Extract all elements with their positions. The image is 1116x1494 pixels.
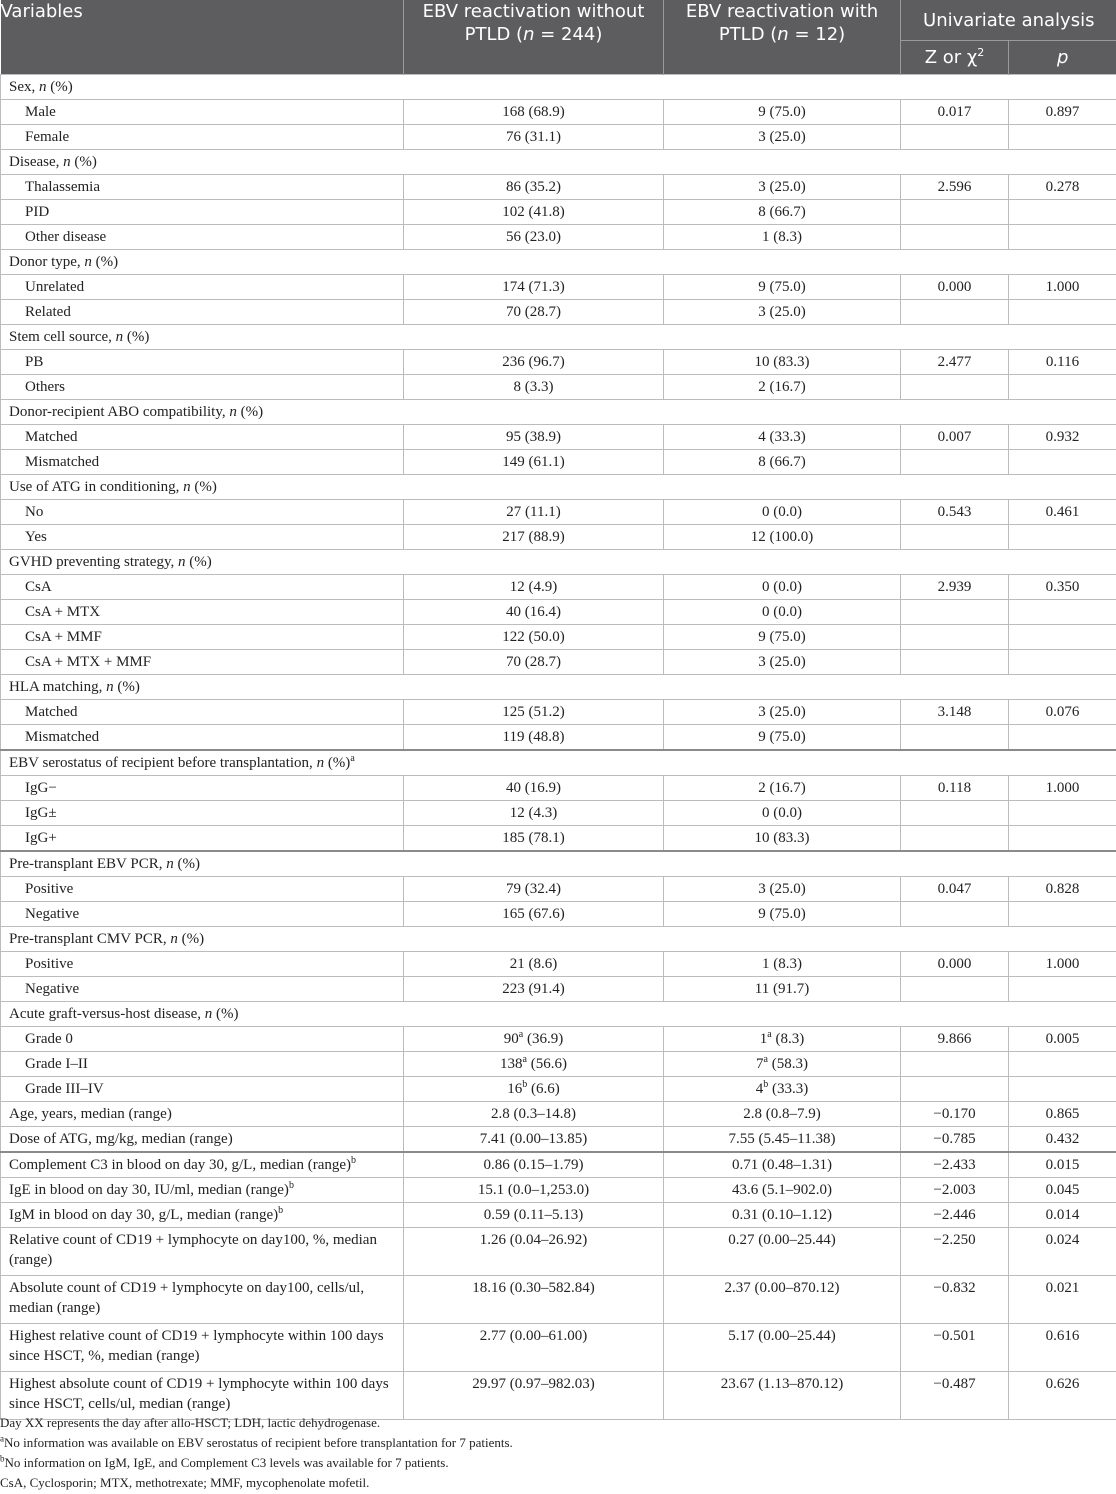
cell-p: 0.828 (1009, 877, 1116, 902)
cell-with: 3 (25.0) (664, 300, 901, 325)
row-label: IgM in blood on day 30, g/L, median (range)$^b$ (1, 1203, 404, 1228)
cell-without: 125 (51.2) (404, 700, 664, 725)
row-label: IgE in blood on day 30, IU/ml, median (range)$^b$ (1, 1178, 404, 1203)
cell-with: 4$^b$ (33.3) (664, 1077, 901, 1102)
cell-with: 5.17 (0.00–25.44) (664, 1324, 901, 1372)
cell-p: 0.015 (1009, 1152, 1116, 1178)
row-label: Grade III–IV (1, 1077, 404, 1102)
cell-without: 40 (16.9) (404, 776, 664, 801)
cell-p: 0.076 (1009, 700, 1116, 725)
cell-p: 0.626 (1009, 1372, 1116, 1420)
cell-with: 12 (100.0) (664, 525, 901, 550)
footnote-abbreviations: CsA, Cyclosporin; MTX, methotrexate; MMF, mycophenolate mofetil. (0, 1475, 370, 1490)
section-row (1, 150, 1116, 175)
cell-without: 119 (48.8) (404, 725, 664, 751)
cell-with: 0 (0.0) (664, 801, 901, 826)
table-row (1, 902, 1116, 927)
row-label: Mismatched (1, 725, 404, 751)
cell-with: 4 (33.3) (664, 425, 901, 450)
cell-without: 236 (96.7) (404, 350, 664, 375)
cell-z (901, 650, 1009, 675)
section-row (1, 325, 1116, 350)
cell-z (901, 375, 1009, 400)
section-row (1, 750, 1116, 776)
table-header (1, 0, 1116, 75)
cell-p: 1.000 (1009, 275, 1116, 300)
cell-without: 0.59 (0.11–5.13) (404, 1203, 664, 1228)
table-row (1, 826, 1116, 852)
cell-p (1009, 625, 1116, 650)
cell-without: 79 (32.4) (404, 877, 664, 902)
header-p: p (1009, 41, 1116, 75)
cell-p: 0.932 (1009, 425, 1116, 450)
cell-with: 1 (8.3) (664, 952, 901, 977)
cell-z: 9.866 (901, 1027, 1009, 1052)
footnote-b: $^b$No information on IgM, IgE, and Complement C3 levels was available for 7 patients. (0, 1453, 449, 1470)
cell-without: 149 (61.1) (404, 450, 664, 475)
cell-z: 0.007 (901, 425, 1009, 450)
section-row (1, 475, 1116, 500)
cell-z: 0.000 (901, 952, 1009, 977)
row-label: IgG+ (1, 826, 404, 852)
row-label: Complement C3 in blood on day 30, g/L, median (range)$^b$ (1, 1152, 404, 1178)
cell-without: 95 (38.9) (404, 425, 664, 450)
cell-with: 2.37 (0.00–870.12) (664, 1276, 901, 1324)
section-stem-cell: Stem cell source, n (%) (1, 325, 1116, 350)
cell-z (901, 826, 1009, 852)
cell-with: 1$^a$ (8.3) (664, 1027, 901, 1052)
cell-p: 0.350 (1009, 575, 1116, 600)
cell-p (1009, 1052, 1116, 1077)
row-label: No (1, 500, 404, 525)
row-label: Relative count of CD19 + lymphocyte on day100, %, median (range) (1, 1228, 404, 1276)
cell-z: 2.596 (901, 175, 1009, 200)
table-row (1, 425, 1116, 450)
row-label: Other disease (1, 225, 404, 250)
cell-p: 0.045 (1009, 1178, 1116, 1203)
cell-without: 86 (35.2) (404, 175, 664, 200)
header-variables: Variables (1, 0, 404, 75)
row-label: CsA (1, 575, 404, 600)
cell-z: −2.433 (901, 1152, 1009, 1178)
row-label: CsA + MMF (1, 625, 404, 650)
cell-z: 0.543 (901, 500, 1009, 525)
cell-p: 0.432 (1009, 1127, 1116, 1153)
cell-p (1009, 450, 1116, 475)
table-row (1, 600, 1116, 625)
cell-without: 122 (50.0) (404, 625, 664, 650)
cell-p (1009, 725, 1116, 751)
cell-with: 3 (25.0) (664, 877, 901, 902)
table-row (1, 225, 1116, 250)
cell-p (1009, 902, 1116, 927)
table-row (1, 1102, 1116, 1127)
cell-with: 0 (0.0) (664, 500, 901, 525)
cell-with: 8 (66.7) (664, 450, 901, 475)
cell-without: 223 (91.4) (404, 977, 664, 1002)
cell-p (1009, 200, 1116, 225)
cell-z: −2.250 (901, 1228, 1009, 1276)
row-label: Negative (1, 902, 404, 927)
cell-without: 90$^a$ (36.9) (404, 1027, 664, 1052)
row-label: Negative (1, 977, 404, 1002)
cell-p (1009, 650, 1116, 675)
cell-without: 16$^b$ (6.6) (404, 1077, 664, 1102)
cell-without: 2.8 (0.3–14.8) (404, 1102, 664, 1127)
cell-with: 43.6 (5.1–902.0) (664, 1178, 901, 1203)
section-atg: Use of ATG in conditioning, n (%) (1, 475, 1116, 500)
cell-p: 0.278 (1009, 175, 1116, 200)
cell-p (1009, 300, 1116, 325)
section-ebv-serostatus: EBV serostatus of recipient before transplantation, n (%)$^a$ (1, 750, 1116, 776)
cell-z: −0.170 (901, 1102, 1009, 1127)
cell-z (901, 225, 1009, 250)
row-label: Female (1, 125, 404, 150)
cell-p: 0.024 (1009, 1228, 1116, 1276)
cell-without: 174 (71.3) (404, 275, 664, 300)
cell-without: 168 (68.9) (404, 100, 664, 125)
cell-with: 7$^a$ (58.3) (664, 1052, 901, 1077)
row-label: Related (1, 300, 404, 325)
cell-without: 76 (31.1) (404, 125, 664, 150)
table-row (1, 200, 1116, 225)
cell-z (901, 125, 1009, 150)
table-row (1, 1228, 1116, 1276)
cell-with: 9 (75.0) (664, 625, 901, 650)
table-row (1, 525, 1116, 550)
cell-z (901, 200, 1009, 225)
cell-with: 7.55 (5.45–11.38) (664, 1127, 901, 1153)
cell-without: 21 (8.6) (404, 952, 664, 977)
table-row (1, 100, 1116, 125)
cell-z (901, 902, 1009, 927)
cell-with: 2 (16.7) (664, 776, 901, 801)
table-row (1, 1276, 1116, 1324)
row-label: Matched (1, 700, 404, 725)
cell-p (1009, 801, 1116, 826)
row-label: IgG− (1, 776, 404, 801)
cell-p (1009, 375, 1116, 400)
row-label: Others (1, 375, 404, 400)
cell-without: 185 (78.1) (404, 826, 664, 852)
cell-z: 2.939 (901, 575, 1009, 600)
row-label: CsA + MTX (1, 600, 404, 625)
cell-without: 12 (4.9) (404, 575, 664, 600)
section-ebv-pcr: Pre-transplant EBV PCR, n (%) (1, 851, 1116, 877)
table-row (1, 1178, 1116, 1203)
cell-with: 10 (83.3) (664, 350, 901, 375)
table-row (1, 877, 1116, 902)
row-label: Highest absolute count of CD19 + lymphocyte within 100 days since HSCT, cells/ul, median (range) (1, 1372, 404, 1420)
cell-z (901, 300, 1009, 325)
table-row (1, 275, 1116, 300)
table-row (1, 1052, 1116, 1077)
table-row (1, 952, 1116, 977)
cell-with: 3 (25.0) (664, 650, 901, 675)
section-row (1, 550, 1116, 575)
section-row (1, 927, 1116, 952)
cell-with: 3 (25.0) (664, 125, 901, 150)
cell-with: 10 (83.3) (664, 826, 901, 852)
cell-z (901, 1077, 1009, 1102)
section-sex: Sex, n (%) (1, 75, 1116, 100)
section-cmv-pcr: Pre-transplant CMV PCR, n (%) (1, 927, 1116, 952)
section-abo: Donor-recipient ABO compatibility, n (%) (1, 400, 1116, 425)
cell-with: 8 (66.7) (664, 200, 901, 225)
cell-without: 2.77 (0.00–61.00) (404, 1324, 664, 1372)
cell-without: 7.41 (0.00–13.85) (404, 1127, 664, 1153)
table-row (1, 625, 1116, 650)
section-row (1, 250, 1116, 275)
cell-p (1009, 525, 1116, 550)
cell-z (901, 625, 1009, 650)
row-label: Grade I–II (1, 1052, 404, 1077)
cell-p: 1.000 (1009, 776, 1116, 801)
cell-z: −2.446 (901, 1203, 1009, 1228)
table-row (1, 700, 1116, 725)
row-label: Age, years, median (range) (1, 1102, 404, 1127)
cell-without: 8 (3.3) (404, 375, 664, 400)
cell-without: 0.86 (0.15–1.79) (404, 1152, 664, 1178)
cell-z: 0.017 (901, 100, 1009, 125)
cell-z (901, 525, 1009, 550)
table-body (1, 75, 1116, 1420)
table-row (1, 776, 1116, 801)
table-row (1, 300, 1116, 325)
cell-z (901, 977, 1009, 1002)
cell-with: 0.27 (0.00–25.44) (664, 1228, 901, 1276)
cell-without: 1.26 (0.04–26.92) (404, 1228, 664, 1276)
cell-with: 2 (16.7) (664, 375, 901, 400)
cell-with: 11 (91.7) (664, 977, 901, 1002)
cell-without: 29.97 (0.97–982.03) (404, 1372, 664, 1420)
table-row (1, 575, 1116, 600)
cell-z: −0.501 (901, 1324, 1009, 1372)
row-label: Thalassemia (1, 175, 404, 200)
row-label: PID (1, 200, 404, 225)
table-row (1, 1127, 1116, 1153)
section-row (1, 75, 1116, 100)
table-row (1, 1324, 1116, 1372)
cell-p: 0.014 (1009, 1203, 1116, 1228)
cell-with: 3 (25.0) (664, 175, 901, 200)
cell-without: 70 (28.7) (404, 300, 664, 325)
section-row (1, 851, 1116, 877)
cell-p (1009, 977, 1116, 1002)
table-footnotes (0, 1413, 1116, 1493)
row-label: Unrelated (1, 275, 404, 300)
cell-with: 9 (75.0) (664, 725, 901, 751)
cell-p: 0.865 (1009, 1102, 1116, 1127)
section-row (1, 1002, 1116, 1027)
cell-z (901, 725, 1009, 751)
row-label: Positive (1, 877, 404, 902)
section-disease: Disease, n (%) (1, 150, 1116, 175)
cell-z (901, 1052, 1009, 1077)
cell-p: 0.461 (1009, 500, 1116, 525)
table-row (1, 125, 1116, 150)
cell-without: 27 (11.1) (404, 500, 664, 525)
row-label: IgG± (1, 801, 404, 826)
cell-p: 1.000 (1009, 952, 1116, 977)
row-label: CsA + MTX + MMF (1, 650, 404, 675)
table-row (1, 650, 1116, 675)
cell-with: 9 (75.0) (664, 275, 901, 300)
cell-z (901, 801, 1009, 826)
table-row (1, 500, 1116, 525)
cell-z: 0.000 (901, 275, 1009, 300)
cell-without: 15.1 (0.0–1,253.0) (404, 1178, 664, 1203)
footnote-day: Day XX represents the day after allo-HSCT; LDH, lactic dehydrogenase. (0, 1415, 381, 1430)
cell-z: −0.832 (901, 1276, 1009, 1324)
cell-without: 12 (4.3) (404, 801, 664, 826)
cell-without: 102 (41.8) (404, 200, 664, 225)
section-row (1, 675, 1116, 700)
header-z-chi: Z or $\chi^2$ (901, 41, 1009, 75)
cell-p: 0.005 (1009, 1027, 1116, 1052)
row-label: Grade 0 (1, 1027, 404, 1052)
header-univariate: Univariate analysis (901, 0, 1116, 41)
cell-p: 0.021 (1009, 1276, 1116, 1324)
cell-p (1009, 225, 1116, 250)
cell-z: 0.047 (901, 877, 1009, 902)
row-label: Highest relative count of CD19 + lymphocyte within 100 days since HSCT, %, median (range) (1, 1324, 404, 1372)
section-acute-gvhd: Acute graft-versus-host disease, n (%) (1, 1002, 1116, 1027)
cell-without: 70 (28.7) (404, 650, 664, 675)
cell-p: 0.897 (1009, 100, 1116, 125)
table-row (1, 977, 1116, 1002)
header-without-ptld: EBV reactivation without PTLD (n = 244) (404, 0, 664, 75)
cell-with: 0 (0.0) (664, 575, 901, 600)
cell-with: 2.8 (0.8–7.9) (664, 1102, 901, 1127)
table-row (1, 801, 1116, 826)
table-row (1, 1077, 1116, 1102)
cell-without: 165 (67.6) (404, 902, 664, 927)
cell-p: 0.616 (1009, 1324, 1116, 1372)
cell-z: 2.477 (901, 350, 1009, 375)
header-with-ptld: EBV reactivation with PTLD (n = 12) (664, 0, 901, 75)
table-row (1, 1027, 1116, 1052)
cell-with: 9 (75.0) (664, 100, 901, 125)
cell-with: 9 (75.0) (664, 902, 901, 927)
cell-p (1009, 600, 1116, 625)
cell-with: 3 (25.0) (664, 700, 901, 725)
cell-without: 56 (23.0) (404, 225, 664, 250)
cell-z: −2.003 (901, 1178, 1009, 1203)
cell-z: 0.118 (901, 776, 1009, 801)
table-row (1, 450, 1116, 475)
cell-p (1009, 1077, 1116, 1102)
cell-z (901, 450, 1009, 475)
section-gvhd-strategy: GVHD preventing strategy, n (%) (1, 550, 1116, 575)
cell-without: 18.16 (0.30–582.84) (404, 1276, 664, 1324)
cell-p (1009, 826, 1116, 852)
cell-without: 40 (16.4) (404, 600, 664, 625)
row-label: Yes (1, 525, 404, 550)
cell-p: 0.116 (1009, 350, 1116, 375)
cell-with: 0 (0.0) (664, 600, 901, 625)
table-row (1, 350, 1116, 375)
cell-p (1009, 125, 1116, 150)
row-label: Positive (1, 952, 404, 977)
row-label: Matched (1, 425, 404, 450)
table-row (1, 1152, 1116, 1178)
cell-with: 23.67 (1.13–870.12) (664, 1372, 901, 1420)
table-row (1, 375, 1116, 400)
cell-z: −0.785 (901, 1127, 1009, 1153)
section-hla: HLA matching, n (%) (1, 675, 1116, 700)
cell-with: 1 (8.3) (664, 225, 901, 250)
cell-z: −0.487 (901, 1372, 1009, 1420)
cell-with: 0.31 (0.10–1.12) (664, 1203, 901, 1228)
cell-without: 217 (88.9) (404, 525, 664, 550)
cell-z: 3.148 (901, 700, 1009, 725)
row-label: Dose of ATG, mg/kg, median (range) (1, 1127, 404, 1153)
footnote-a: $^a$No information was available on EBV serostatus of recipient before transplantation for 7 patients. (0, 1433, 513, 1450)
table-row (1, 725, 1116, 751)
section-row (1, 400, 1116, 425)
row-label: Absolute count of CD19 + lymphocyte on day100, cells/ul, median (range) (1, 1276, 404, 1324)
row-label: Male (1, 100, 404, 125)
row-label: Mismatched (1, 450, 404, 475)
section-donor-type: Donor type, n (%) (1, 250, 1116, 275)
cell-without: 138$^a$ (56.6) (404, 1052, 664, 1077)
row-label: PB (1, 350, 404, 375)
table-row (1, 1203, 1116, 1228)
cell-z (901, 600, 1009, 625)
cell-with: 0.71 (0.48–1.31) (664, 1152, 901, 1178)
table-row (1, 175, 1116, 200)
